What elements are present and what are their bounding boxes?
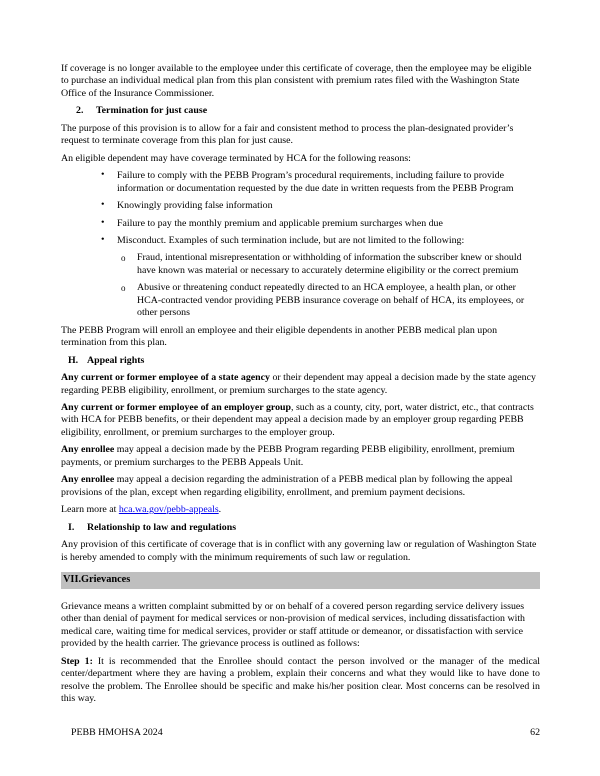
bold-lead: Any enrollee (61, 444, 115, 456)
enroll-paragraph: The PEBB Program will enroll an employee and their eligible dependents in another PEBB medical plan upon termination from this plan. (61, 324, 498, 349)
bullet-icon: • (101, 169, 105, 181)
heading-termination-for-just-cause (61, 105, 540, 117)
bullet-icon: • (101, 233, 105, 245)
heading-text: Grievances (81, 574, 131, 586)
document-content (61, 63, 540, 711)
sub-bullet-icon: o (121, 253, 126, 264)
step1-text: It is recommended that the Enrollee should contact the person involved or the manager of the medical center/department where they are having a problem, explain their concerns and what they would like to have done to resolve the problem. The Enrollee should be specific and make his/her position clear. Most concerns can be resolved in this way. (61, 655, 541, 705)
bullet-text: Failure to pay the monthly premium and applicable premium surcharges when due (117, 217, 443, 229)
section-label: I. (68, 521, 75, 533)
appeal-paragraph (61, 474, 540, 499)
bullet-text: Misconduct. Examples of such termination include, but are not limited to the following: (117, 234, 465, 246)
bullet-text: Failure to comply with the PEBB Program’s procedural requirements, including failure to provide information or documentation requested by the due date in written requests from the PEBB Program (117, 170, 514, 194)
heading-text: Termination for just cause (96, 105, 208, 117)
paragraph-text: may appeal a decision regarding the administration of a PEBB medical plan by following the appeal provisions of the plan, except when regarding eligibility, enrollment, and premium payment decisions. (61, 474, 513, 498)
appeal-paragraph (61, 402, 540, 439)
section-label: VII. (63, 574, 82, 586)
bullet-item (61, 218, 540, 230)
sub-bullet-icon: o (121, 283, 126, 294)
bullet-text: Knowingly providing false information (117, 200, 273, 212)
bullet-item (61, 170, 540, 195)
heading-text: Appeal rights (87, 354, 145, 366)
sub-bullet-text: Fraud, intentional misrepresentation or withholding of information the subscriber knew or should have known was material or necessary to accurately determine eligibility or the correct premium (137, 252, 522, 276)
paragraph-text: , such as a county, city, port, water district, etc., that contracts with HCA for PEBB benefits, or their dependent may appeal a decision made by an employer group regarding PEBB eligibility, enrollment, or premium surcharges to the employer group. (61, 401, 534, 438)
sub-bullet-item (61, 282, 540, 319)
learn-more-prefix: Learn more at (61, 504, 119, 516)
paragraph-text: may appeal a decision made by the PEBB Program regarding PEBB eligibility, enrollment, premium payments, or premium surcharges to the PEBB Appeals Unit. (61, 444, 515, 468)
learn-more-paragraph (61, 504, 540, 516)
sub-bullet-item (61, 252, 540, 277)
grievance-step1-paragraph (61, 656, 540, 706)
appeal-paragraph (61, 372, 540, 397)
heading-relationship-to-law (61, 522, 540, 534)
heading-text: Relationship to law and regulations (87, 521, 237, 533)
intro-paragraph: If coverage is no longer available to the employee under this certificate of coverage, then the employee may be eligible to purchase an individual medical plan from this plan consistent with premium rates filed with the Washington State Office of the Insurance Commissioner. (61, 63, 532, 99)
bold-lead: Any enrollee (61, 474, 115, 486)
section-label: H. (68, 354, 79, 366)
bullet-item (61, 235, 540, 247)
step1-label: Step 1: (61, 655, 93, 667)
purpose-paragraph: The purpose of this provision is to allow for a fair and consistent method to process the plan-designated provider’s request to terminate coverage from this plan for just cause. (61, 122, 514, 147)
bold-lead: Any current or former employee of a state agency (61, 372, 270, 384)
learn-more-suffix: . (218, 504, 222, 516)
law-paragraph: Any provision of this certificate of coverage that is in conflict with any governing law or regulation of Washington State is hereby amended to comply with the minimum requirements of such law or regulation. (61, 539, 537, 563)
bullet-icon: • (101, 216, 105, 228)
pebb-appeals-link[interactable]: hca.wa.gov/pebb-appeals (118, 504, 219, 516)
paragraph-text: or their dependent may appeal a decision made by the state agency regarding PEBB eligibility, enrollment, or premium surcharges to the state agency. (61, 372, 536, 396)
bold-lead: Any current or former employee of an employer group (61, 401, 292, 413)
footer-document-title: PEBB HMOHSA 2024 (71, 727, 163, 738)
grievance-definition-paragraph: Grievance means a written complaint submitted by or on behalf of a covered person regarding service delivery issues other than denial of payment for medical services or non-provision of medical services, including dissatisfaction with medical care, waiting time for medical services, provider or staff attitude or demeanor, or dissatisfaction with service provided by the health carrier. The grievance process is outlined as follows: (61, 600, 525, 650)
list-number: 2. (76, 105, 84, 117)
heading-grievances-bar (61, 572, 540, 589)
footer-page-number: 62 (530, 727, 540, 738)
sub-bullet-text: Abusive or threatening conduct repeatedly directed to an HCA employee, a health plan, or other HCA-contracted vendor providing PEBB insurance coverage on behalf of HCA, its employees, or other persons (137, 282, 525, 319)
bullet-icon: • (101, 199, 105, 211)
page-footer (71, 727, 540, 739)
appeal-paragraph (61, 444, 540, 469)
eligible-paragraph: An eligible dependent may have coverage terminated by HCA for the following reasons: (61, 152, 411, 164)
heading-appeal-rights (61, 355, 540, 367)
bullet-item (61, 200, 540, 212)
